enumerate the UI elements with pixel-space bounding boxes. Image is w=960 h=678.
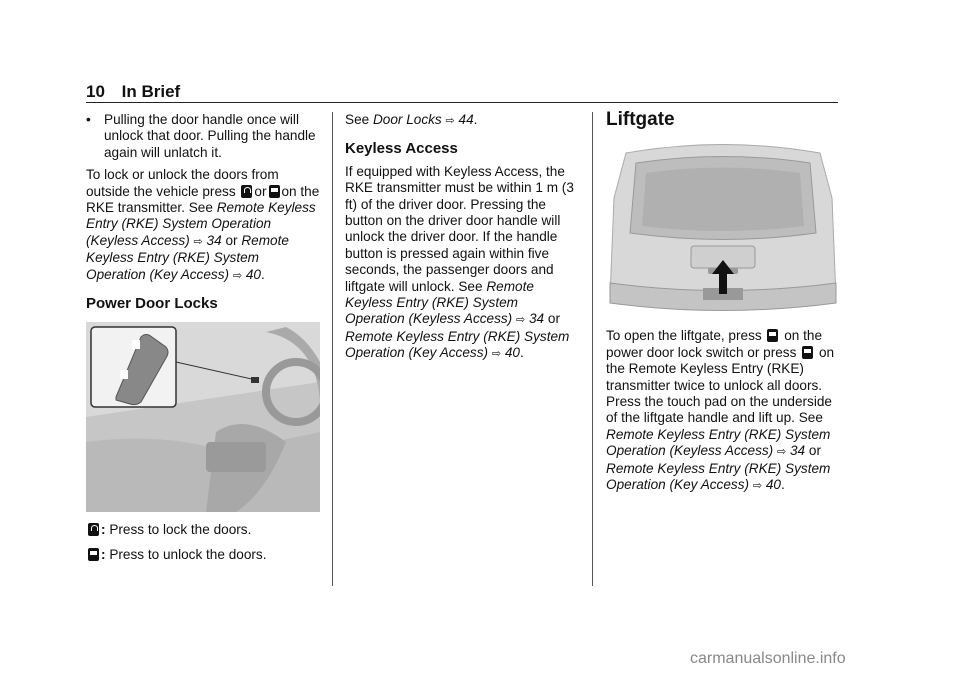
ref-link[interactable]: Remote Keyless Entry (RKE) System Operation (Keyless Access) [345, 278, 534, 327]
ref-page[interactable]: 40 [245, 266, 261, 282]
colon: : [101, 522, 106, 538]
legend-lock [86, 522, 320, 538]
lock-instructions [86, 167, 320, 284]
watermark: carmanualsonline.info [690, 650, 846, 667]
ref-arrow-icon: ⇨ [491, 348, 502, 361]
column-divider [592, 112, 593, 586]
ref-link[interactable]: Remote Keyless Entry (RKE) System Operation (Key Access) [86, 232, 289, 282]
period: . [473, 112, 478, 127]
ref-page[interactable]: 40 [504, 345, 520, 361]
ref-link[interactable]: Remote Keyless Entry (RKE) System Operation (Key Access) [606, 460, 831, 493]
section-title: In Brief [121, 82, 181, 101]
ref-link[interactable]: Door Locks [372, 112, 442, 127]
ref-arrow-icon: ⇨ [777, 446, 787, 459]
ref-page[interactable]: 34 [206, 232, 222, 248]
body-text: If equipped with Keyless Access, the RKE transmitter must be within 1 m (3 ft) of the driver door. Pressing the button on the driver door handle will unlock the driver door. If the handle button is pressed again within five seconds, the passenger doors and liftgate will unlock. See [345, 163, 574, 294]
legend-unlock [86, 547, 320, 563]
legend-lock-text: Press to lock the doors. [109, 522, 252, 538]
column-1 [86, 112, 320, 571]
page-number: 10 [86, 82, 105, 101]
column-divider [332, 112, 333, 586]
unlock-key-icon [269, 185, 280, 198]
period: . [780, 477, 785, 493]
ref-page[interactable]: 34 [790, 443, 806, 459]
on-text: on the RKE transmitter. See [86, 183, 320, 216]
ref-arrow-icon: ⇨ [232, 269, 243, 282]
keyless-access-body [345, 164, 579, 363]
or-text: or [225, 232, 238, 248]
liftgate-body [606, 328, 840, 494]
section-heading: Power Door Locks [86, 295, 218, 313]
period: . [519, 345, 524, 361]
liftgate-illustration [606, 138, 840, 318]
period: . [260, 266, 265, 282]
ref-link[interactable]: Remote Keyless Entry (RKE) System Operation (Keyless Access) [86, 200, 316, 248]
unlock-key-icon [767, 329, 778, 342]
ref-arrow-icon: ⇨ [193, 235, 203, 248]
body-text: on the power door lock switch or press [606, 328, 823, 360]
header-rule [86, 102, 838, 103]
or-text: or [254, 183, 267, 199]
ref-link[interactable]: Remote Keyless Entry (RKE) System Operation (Key Access) [345, 328, 570, 361]
ref-arrow-icon: ⇨ [752, 480, 763, 493]
page-header [86, 82, 180, 102]
unlock-key-icon [88, 548, 99, 561]
ref-arrow-icon: ⇨ [516, 314, 526, 327]
ref-page[interactable]: 44 [458, 112, 474, 127]
door-lock-illustration [86, 322, 320, 512]
legend [86, 522, 320, 563]
lock-key-icon [241, 185, 252, 198]
unlock-key-icon [802, 346, 813, 359]
bullet-item [86, 112, 320, 161]
bullet-dot: • [86, 112, 91, 127]
ref-link[interactable]: Remote Keyless Entry (RKE) System Operation (Keyless Access) [606, 426, 831, 459]
section-heading: Liftgate [606, 109, 675, 130]
ref-page[interactable]: 34 [529, 311, 545, 327]
section-heading: Keyless Access [345, 140, 458, 158]
body-text: on the Remote Keyless Entry (RKE) transmitter twice to unlock all doors. Press the touch pad on the underside of the liftgate handle and lift up. See [606, 344, 835, 426]
see-text: See [345, 112, 370, 127]
column-3 [606, 109, 840, 500]
or-text: or [547, 311, 560, 327]
body-text: To open the liftgate, press [606, 328, 762, 344]
lock-key-icon [88, 523, 99, 536]
ref-page[interactable]: 40 [765, 477, 781, 493]
legend-unlock-text: Press to unlock the doors. [109, 546, 267, 562]
or-text: or [808, 443, 821, 459]
see-door-locks [345, 112, 579, 129]
bullet-text: Pulling the door handle once will unlock that door. Pulling the handle again will unlatch it. [104, 112, 316, 160]
ref-arrow-icon: ⇨ [445, 115, 455, 127]
lock-text: To lock or unlock the doors from outside the vehicle press [86, 167, 279, 199]
colon: : [101, 546, 106, 562]
column-2 [345, 112, 579, 369]
